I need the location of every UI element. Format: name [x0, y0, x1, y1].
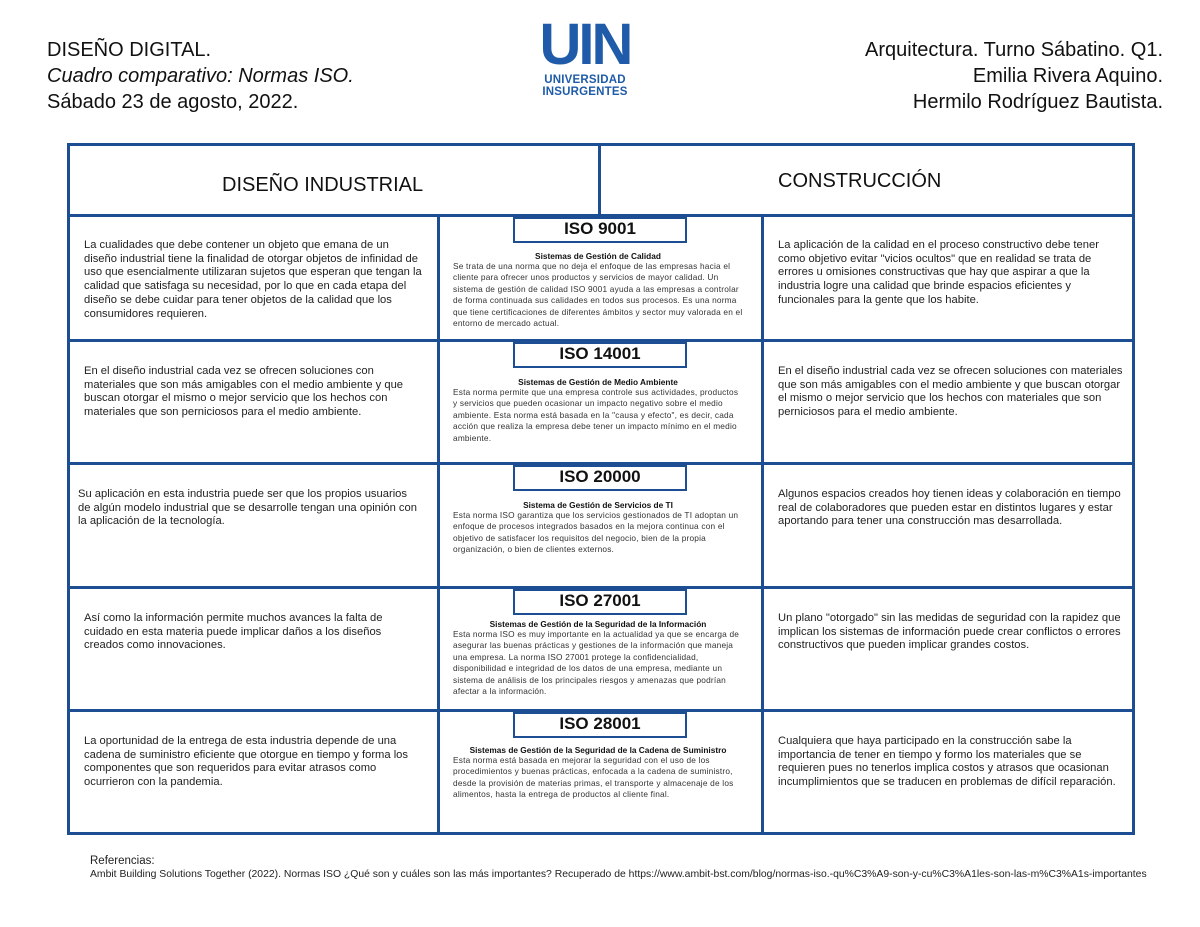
- row-5-industrial-text: La oportunidad de la entrega de esta industria depende de una cadena de suministro eficiente que otorgue en tiempo y forma los componentes que son requeridos para evitar atrasos como ocurrieron con la pandemia.: [84, 735, 409, 789]
- column-divider-right: [761, 215, 764, 835]
- logo-letters: UIN: [539, 12, 631, 77]
- row-3-industrial-text: Su aplicación en esta industria puede ser que los propios usuarios de algún modelo industrial que se desarrolle tengan una opinión con la aplicación de la tecnología.: [78, 488, 417, 528]
- row-3-iso-description: Esta norma ISO garantiza que los servicios gestionados de TI adoptan un enfoque de procesos integrados basados en la mejora continua con el objetivo de satisfacer los requisitos del negocio, bien de la propia organización, o bien de clientes externos.: [453, 510, 739, 555]
- row-2-construction-text: En el diseño industrial cada vez se ofrecen soluciones con materiales que son más amigables con el medio ambiente y que buscan otorgar el mismo o mejor servicio que los hechos con materiales que son perniciosos para el medio ambiente.: [778, 365, 1123, 419]
- row-3-system-name: Sistema de Gestión de Servicios de TI: [523, 500, 673, 510]
- border-right: [1132, 143, 1135, 835]
- header-center-divider: [598, 143, 601, 217]
- logo-line-2: INSURGENTES: [542, 86, 628, 98]
- row-1-iso-description: Se trata de una norma que no deja el enfoque de las empresas hacia el cliente para ofrecer unos productos y servicios de mayor calidad. Un sistema de gestión de calidad ISO 9001 ayuda a las empresas a controlar de forma continuada sus calidades en todos sus procesos. Es una norma que tiene certificaciones de diferentes ámbitos y sector muy valorada en el entorno de mercado actual.: [453, 261, 743, 329]
- column-title-construction: CONSTRUCCIÓN: [778, 170, 942, 192]
- border-left: [67, 143, 70, 835]
- row-3-iso-badge: ISO 20000: [513, 465, 687, 491]
- university-logo: [538, 12, 632, 106]
- column-title-industrial: DISEÑO INDUSTRIAL: [222, 174, 424, 196]
- border-bottom: [67, 832, 1135, 835]
- border-top: [67, 143, 1135, 146]
- course-title: DISEÑO DIGITAL.: [47, 39, 212, 61]
- program-info: Arquitectura. Turno Sábatino. Q1.: [865, 39, 1163, 61]
- author-1: Emilia Rivera Aquino.: [972, 65, 1163, 87]
- row-2-iso-description: Esta norma permite que una empresa controle sus actividades, productos y servicios que pueden ocasionar un impacto negativo sobre el medio ambiente. Esta norma está basada en la "causa y efecto", es decir, cada acción que realiza la empresa debe tener un impacto mínimo en el medio ambiente.: [453, 387, 739, 443]
- reference-entry: Ambit Building Solutions Together (2022). Normas ISO ¿Qué son y cuáles son las más importantes? Recuperado de https://www.ambit-bst.com/blog/normas-iso.-qu%C3%A9-son-y-cu%C3%A1les-son-las-m%C3%A1s-importantes: [90, 869, 1147, 880]
- row-5-iso-badge: ISO 28001: [513, 712, 687, 738]
- row-1-construction-text: La aplicación de la calidad en el proceso constructivo debe tener como objetivo evitar "vicios ocultos" que en realidad se trata de errores u omisiones constructivas que hay que aspirar a que la industria logre una calidad que brinde espacios eficientes y funcionales para la gente que los habite.: [778, 239, 1099, 306]
- row-1-industrial-text: La cualidades que debe contener un objeto que emana de un diseño industrial tiene la finalidad de otorgar objetos de infinidad de uso que esencialmente utilizaran sujetos que esperan que tengan la calidad que satisfaga su necesidad, por lo que en cada etapa del diseño se debe cuidar para tener objetos de la calidad que los consumidores requieren.: [84, 239, 422, 320]
- row-4-construction-text: Un plano "otorgado" sin las medidas de seguridad con la rapidez que implican los sistemas de información puede crear conflictos o errores constructivos que pueden implicar grandes costos.: [778, 612, 1121, 652]
- references-label: Referencias:: [90, 855, 155, 867]
- row-2-industrial-text: En el diseño industrial cada vez se ofrecen soluciones con materiales que son más amigables con el medio ambiente y que buscan otorgar el mismo o mejor servicio que los hechos con materiales que son perniciosos para el medio ambiente.: [84, 365, 404, 419]
- row-1-system-name: Sistemas de Gestión de Calidad: [535, 251, 661, 261]
- author-2: Hermilo Rodríguez Bautista.: [912, 91, 1163, 113]
- comparison-table: [67, 143, 1135, 835]
- document-date: Sábado 23 de agosto, 2022.: [47, 91, 299, 113]
- row-5-system-name: Sistemas de Gestión de la Seguridad de la Cadena de Suministro: [469, 745, 727, 755]
- row-4-iso-badge: ISO 27001: [513, 589, 687, 615]
- column-divider-left: [437, 215, 440, 835]
- row-2-iso-badge: ISO 14001: [513, 342, 687, 368]
- row-2-system-name: Sistemas de Gestión de Medio Ambiente: [518, 377, 678, 387]
- row-4-system-name: Sistemas de Gestión de la Seguridad de la Información: [489, 619, 707, 629]
- row-3-construction-text: Algunos espacios creados hoy tienen ideas y colaboración en tiempo real de colaboradores que pueden estar en distintos lugares y estar aportando para tener una construcción mas desarrollada.: [778, 488, 1121, 528]
- logo-line-1: UNIVERSIDAD: [544, 74, 626, 86]
- header-right: [865, 37, 1163, 115]
- row-4-iso-description: Esta norma ISO es muy importante en la actualidad ya que se encarga de asegurar las buenas prácticas y gestiones de la información que maneja una empresa. La norma ISO 27001 protege la confidencialidad, disponibilidad e integridad de los datos de una empresa, mediante un sistema de análisis de los principales riesgos y amenazas que podrían afectar a la información.: [453, 629, 740, 697]
- row-5-construction-text: Cualquiera que haya participado en la construcción sabe la importancia de tener en tiempo y formo los materiales que se requieren pues no tenerlos implica costos y atrasos que ocasionan incumplimientos que se traducen en problemas de difícil reparación.: [778, 735, 1116, 789]
- row-5-iso-description: Esta norma está basada en mejorar la seguridad con el uso de los procedimientos y buenas prácticas, enfocada a la cadena de suministro, desde la provisión de materias primas, el transporte y almacenaje de los alimentos, hasta la entrega de productos al cliente final.: [453, 755, 734, 800]
- references: [90, 855, 1170, 881]
- document-subtitle: Cuadro comparativo: Normas ISO.: [47, 65, 354, 87]
- header-left: [47, 37, 354, 115]
- row-1-iso-badge: ISO 9001: [513, 217, 687, 243]
- row-4-industrial-text: Así como la información permite muchos avances la falta de cuidado en esta materia puede implicar daños a los diseños creados como innovaciones.: [84, 612, 383, 652]
